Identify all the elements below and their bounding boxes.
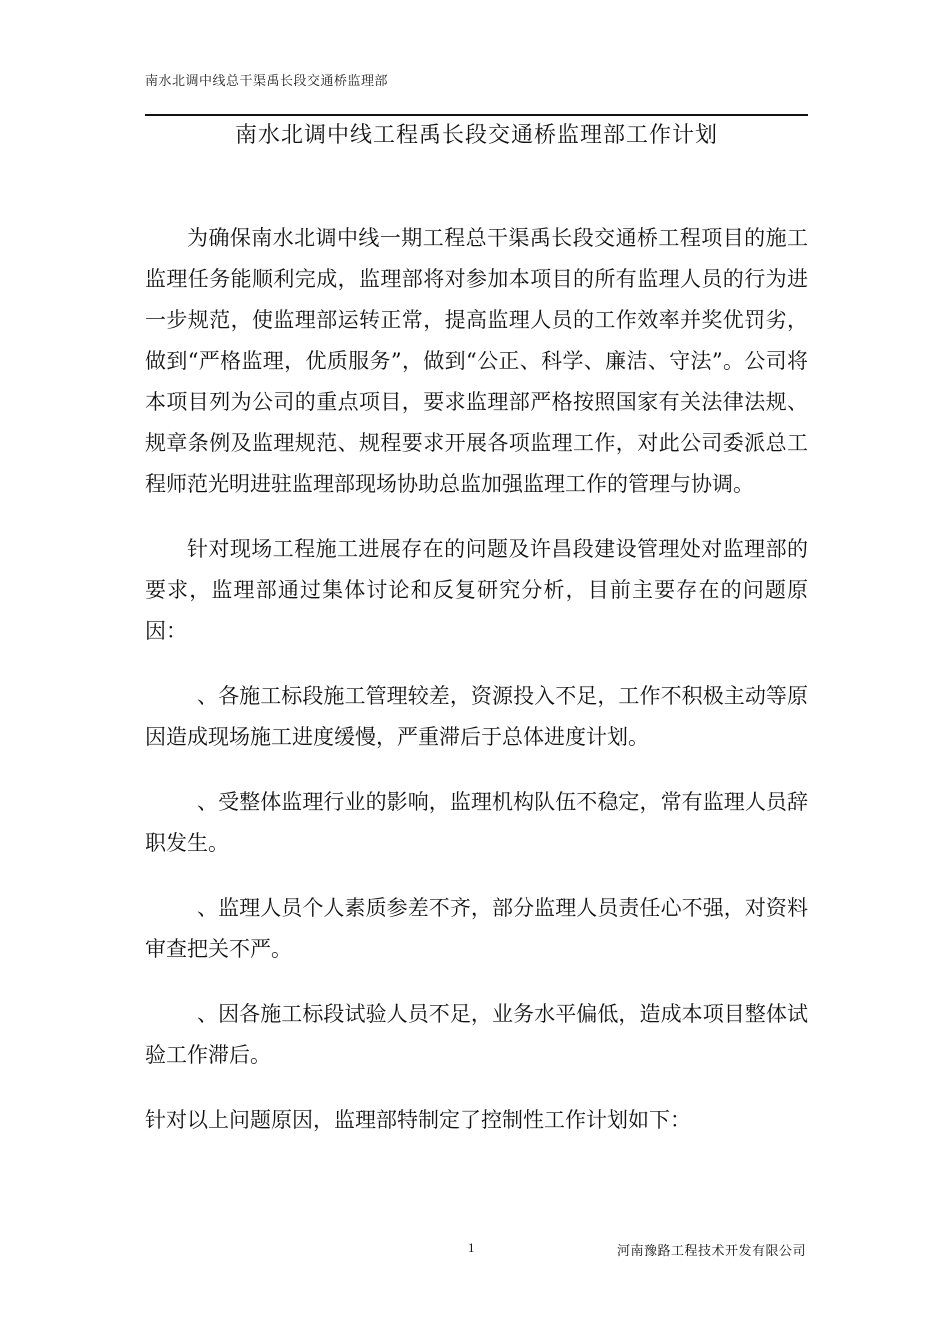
paragraph-problems-lead: 针对现场工程施工进展存在的问题及许昌段建设管理处对监理部的要求，监理部通过集体讨论和反复研究分析，目前主要存在的问题原因： [145, 537, 808, 643]
running-header: 南水北调中线总干渠禹长段交通桥监理部 [145, 74, 389, 89]
page-number: 1 [468, 1240, 475, 1255]
list-item-problem-3: 、监理人员个人素质参差不齐，部分监理人员责任心不强，对资料审查把关不严。 [145, 896, 808, 961]
document-title: 南水北调中线工程禹长段交通桥监理部工作计划 [234, 123, 718, 148]
list-item-problem-2: 、受整体监理行业的影响，监理机构队伍不稳定，常有监理人员辞职发生。 [145, 790, 808, 855]
paragraph-intro: 为确保南水北调中线一期工程总干渠禹长段交通桥工程项目的施工监理任务能顺利完成，监理部将对参加本项目的所有监理人员的行为进一步规范，使监理部运转正常，提高监理人员的工作效率并奖优罚劣，做到“严格监理，优质服务”，做到“公正、科学、廉洁、守法”。公司将本项目列为公司的重点项目，要求监理部严格按照国家有关法律法规、规章条例及监理规范、规程要求开展各项监理工作，对此公司委派总工程师范光明进驻监理部现场协助总监加强监理工作的管理与协调。 [145, 226, 808, 496]
header-divider [145, 114, 808, 116]
footer-company-name: 河南豫路工程技术开发有限公司 [616, 1244, 806, 1259]
list-item-problem-1: 、各施工标段施工管理较差，资源投入不足，工作不积极主动等原因造成现场施工进度缓慢，严重滞后于总体进度计划。 [145, 684, 808, 749]
paragraph-plan-lead: 针对以上问题原因，监理部特制定了控制性工作计划如下： [145, 1108, 691, 1132]
list-item-problem-4: 、因各施工标段试验人员不足，业务水平偏低，造成本项目整体试验工作滞后。 [145, 1002, 808, 1067]
document-body [145, 218, 808, 1165]
